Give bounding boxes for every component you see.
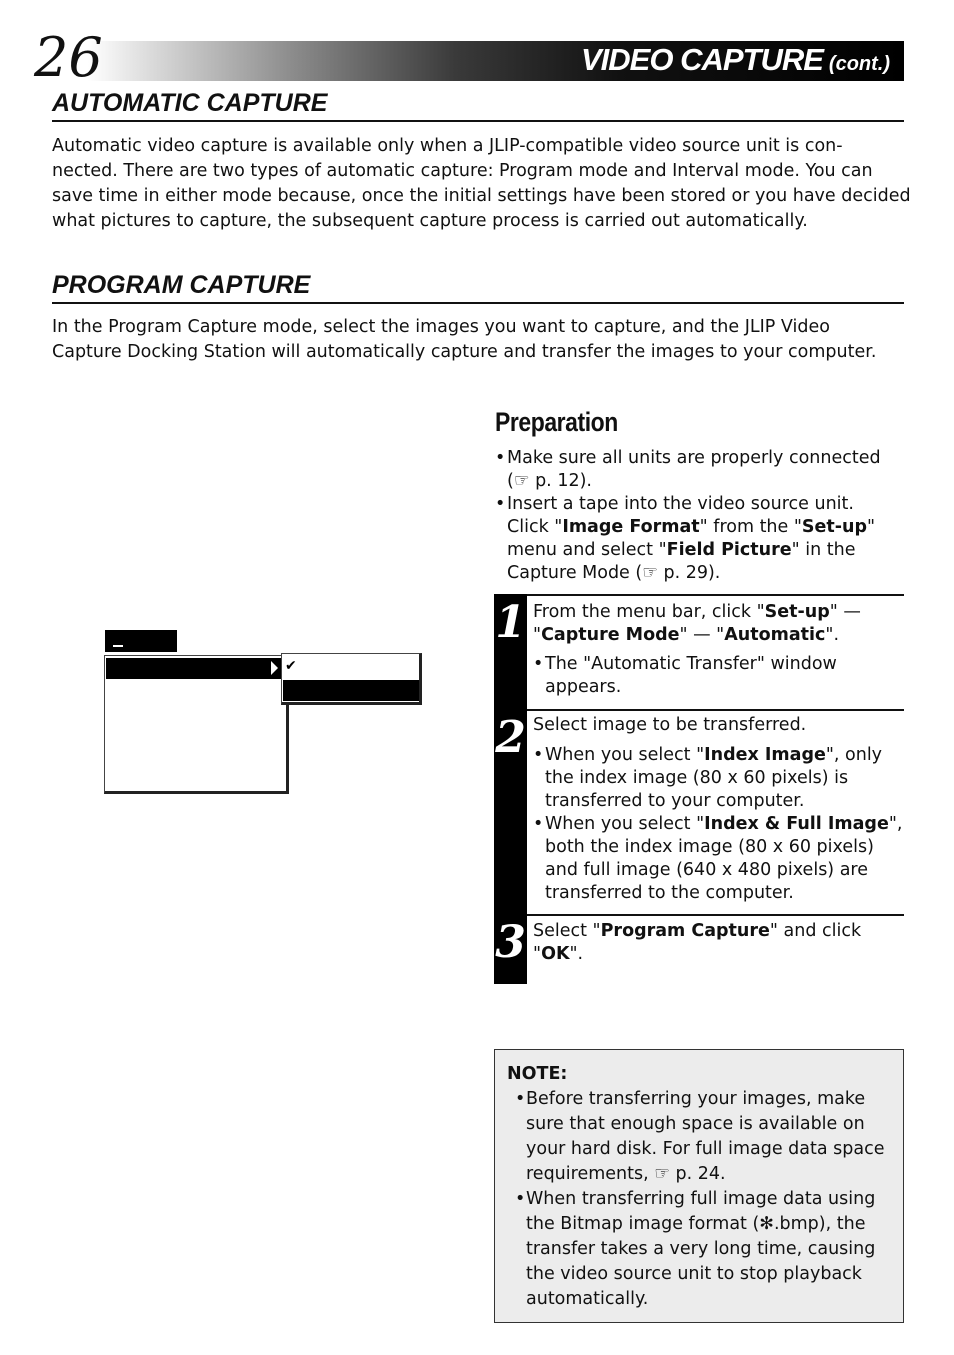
list-item [533, 813, 903, 905]
menu-term: Image Format [562, 517, 700, 537]
menu-title-illustration [105, 630, 177, 652]
step-text: " — " [679, 625, 725, 645]
bullet-icon: • [515, 1089, 526, 1109]
step-number-bar [494, 594, 527, 984]
menu-term: Set-up [764, 602, 830, 622]
step-text: " — " [533, 602, 861, 645]
list-item [495, 447, 905, 493]
list-item [507, 1087, 893, 1187]
step-text: " and click " [533, 921, 862, 964]
step-number: 1 [495, 597, 526, 648]
program-capture-paragraph [52, 315, 912, 365]
menu-term: Capture Mode [541, 625, 680, 645]
list-item [533, 653, 903, 699]
paragraph-line: Automatic video capture is available only when a JLIP-compatible video source unit is con- [52, 136, 843, 156]
list-item [507, 1187, 893, 1312]
step-text: ". [569, 944, 584, 964]
step-1-text [533, 601, 903, 699]
prep-text: " menu and select " [507, 517, 876, 560]
submenu-highlighted-item [283, 680, 419, 701]
menu-term: Program Capture [600, 921, 770, 941]
step-number: 3 [495, 917, 526, 968]
step-subtext: The "Automatic Transfer" window appears. [545, 654, 837, 697]
step-divider [527, 709, 904, 711]
bullet-icon: • [495, 494, 506, 514]
step-subtext: When you select " [545, 814, 705, 834]
page-number: 26 [34, 26, 103, 89]
page-title [581, 40, 890, 84]
menu-term: OK [541, 944, 570, 964]
prep-text: " in the Capture Mode (☞ p. 29). [507, 540, 856, 583]
step-divider [527, 914, 904, 916]
bullet-icon: • [533, 654, 544, 674]
menu-term: Set-up [801, 517, 867, 537]
preparation-list [495, 447, 905, 585]
paragraph-line: save time in either mode because, once the initial settings have been stored or you have decided [52, 186, 911, 206]
automatic-capture-paragraph [52, 134, 912, 234]
page-title-text: VIDEO CAPTURE [580, 42, 823, 77]
note-text: When transferring full image data using the Bitmap image format (✻.bmp), the transfer takes a very long time, causing the video source unit to stop playback automatically. [526, 1189, 876, 1309]
paragraph-line: what pictures to capture, the subsequent capture process is carried out automatically. [52, 211, 808, 231]
automatic-capture-heading: AUTOMATIC CAPTURE [52, 88, 904, 122]
menu-term: Field Picture [666, 540, 792, 560]
bullet-icon: • [515, 1189, 526, 1209]
bullet-icon: • [533, 814, 544, 834]
step-number: 2 [495, 712, 526, 763]
program-capture-heading: PROGRAM CAPTURE [52, 270, 904, 304]
step-3-text [533, 920, 903, 966]
step-text: ". [825, 625, 840, 645]
paragraph-line: In the Program Capture mode, select the images you want to capture, and the JLIP Video [52, 317, 830, 337]
prep-text: Click " [507, 517, 563, 537]
step-subtext: ", only the index image (80 x 60 pixels) is transferred to your computer. [545, 745, 883, 811]
note-box [494, 1049, 904, 1323]
submenu-arrow-icon [271, 661, 278, 675]
menu-term: Index & Full Image [704, 814, 889, 834]
list-item [495, 493, 905, 585]
step-text: From the menu bar, click " [533, 602, 765, 622]
step-text: Select " [533, 921, 601, 941]
step-divider [527, 594, 904, 596]
page-title-suffix: (cont.) [828, 53, 890, 75]
check-mark-icon: ✔ [285, 658, 297, 674]
step-subtext: ", both the index image (80 x 60 pixels) and full image (640 x 480 pixels) are transferred to the computer. [545, 814, 903, 903]
bullet-icon: • [495, 448, 506, 468]
bullet-icon: • [533, 745, 544, 765]
paragraph-line: nected. There are two types of automatic capture: Program mode and Interval mode. You can [52, 161, 873, 181]
preparation-heading: Preparation [495, 407, 618, 437]
menu-highlighted-item [106, 658, 284, 679]
note-label: NOTE: [507, 1064, 568, 1084]
note-text: Before transferring your images, make sure that enough space is available on your hard disk. For full image data space requirements, ☞ p. 24. [526, 1089, 885, 1184]
page-reference: (☞ p. 12). [507, 471, 592, 491]
step-subtext: When you select " [545, 745, 705, 765]
menu-term: Automatic [724, 625, 826, 645]
step-2-text [533, 714, 903, 905]
paragraph-line: Capture Docking Station will automatically capture and transfer the images to your computer. [52, 342, 877, 362]
prep-item-text: Insert a tape into the video source unit. [507, 494, 854, 514]
prep-item-text: Make sure all units are properly connected [507, 448, 881, 468]
step-text: Select image to be transferred. [533, 715, 807, 735]
list-item [533, 744, 903, 813]
menu-term: Index Image [704, 745, 826, 765]
prep-text: " from the " [699, 517, 802, 537]
